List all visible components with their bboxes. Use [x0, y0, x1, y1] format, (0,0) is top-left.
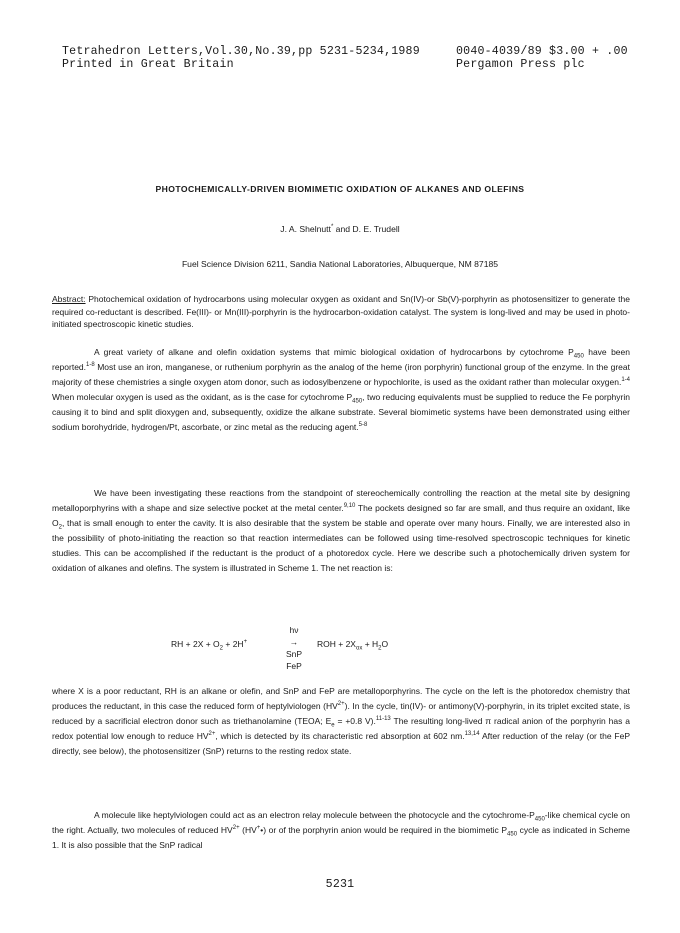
corresponding-mark: *: [330, 224, 334, 231]
text: + H: [362, 639, 379, 649]
text: , that is small enough to enter the cavity. It is also desirable that the system be stable and operate over many hours. Finally, we are interested also in the possibility of photo-initiating the reaction so that reaction intermediates can be followed using time-resolved spectroscopic techniques for kinetic studies. This can be accomplished if the reductant is the product of a photoredox cycle. Here we describe such a photochemically driven system for oxidation of alkanes and olefins. The system is illustrated in Scheme 1. The net reaction is:: [52, 518, 630, 573]
author-2: and D. E. Trudell: [333, 224, 400, 234]
issn-price: [456, 45, 628, 71]
text: cycle as indicated in Scheme 1. It is also possible that the SnP radical: [52, 825, 630, 850]
subscript: ox: [355, 645, 363, 652]
citation: 13,14: [464, 731, 480, 738]
subscript: 450: [534, 816, 545, 823]
text: (HV: [239, 825, 257, 835]
reaction-arrow: →: [289, 637, 299, 647]
citation: 11-13: [375, 716, 391, 723]
text: After reduction of the relay (or the FeP directly, see below), the photosensitizer (SnP) returns to the resting redox state.: [52, 731, 630, 756]
text: Most use an iron, manganese, or ruthenium porphyrin as the analog of the heme (iron porphyrin) functional group of the enzyme. In the great majority of these chemistries a single oxygen atom donor, such as iodosylbenzene or hypochlorite, is used as the oxidant rather than molecular oxygen.: [52, 362, 630, 387]
journal-citation: [62, 45, 420, 71]
text: ROH + 2X: [317, 639, 356, 649]
citation: 1-4: [621, 377, 631, 384]
superscript: 2+: [337, 701, 345, 708]
citation-line: Tetrahedron Letters,Vol.30,No.39,pp 5231-5234,1989: [62, 45, 420, 58]
author-1: J. A. Shelnutt: [280, 224, 331, 234]
superscript: 2+: [208, 731, 216, 738]
publisher-line: Pergamon Press plc: [456, 58, 585, 71]
page-number: 5231: [325, 878, 355, 891]
abstract-label: Abstract:: [52, 294, 86, 304]
text: The pockets designed so far are small, and thus require an oxidant, like O: [52, 503, 630, 528]
paragraph-3: [52, 684, 630, 759]
affiliation: Fuel Science Division 6211, Sandia National Laboratories, Albuquerque, NM 87185: [181, 259, 499, 269]
abstract-text: Photochemical oxidation of hydrocarbons using molecular oxygen as oxidant and Sn(IV)-or Sb(V)-porphyrin as photosensitizer to generate the required co-reductant is described. Fe(III)- or Mn(III)-porphyrin is the hydrocarbon-oxidation catalyst. The system is long-lived and may be used in photo-initiated spectroscopic kinetic studies.: [52, 294, 630, 329]
subscript: 450: [573, 353, 584, 360]
paragraph-4: [52, 808, 630, 853]
superscript: +: [256, 825, 261, 832]
subscript: 2: [219, 645, 224, 652]
text: ). In the cycle, tin(IV)- or antimony(V)-porphyrin, in its triplet excited state, is reduced by a sacrificial electron donor such as triethanolamine (TEOA; E: [52, 701, 630, 726]
paper-title: PHOTOCHEMICALLY-DRIVEN BIOMIMETIC OXIDATION OF ALKANES AND OLEFINS: [155, 184, 525, 194]
subscript: 2: [58, 524, 62, 531]
equation-arrow: [283, 624, 305, 672]
catalyst-2: FeP: [286, 661, 302, 671]
subscript: 2: [378, 645, 382, 652]
net-reaction-equation: [0, 622, 680, 674]
text: •) or of the porphyrin anion would be required in the biomimetic P: [260, 825, 508, 835]
text: , two reducing equivalents must be supplied to reduce the Fe porphyrin causing it to bind and split dioxygen and, subsequently, oxidize the alkane substrate. Several biomimetic systems have been demonstrated using either sodium borohydride, hydrogen/Pt, ascorbate, or zinc metal as the reducing agent.: [52, 392, 630, 432]
printed-line: Printed in Great Britain: [62, 58, 234, 71]
price-line: 0040-4039/89 $3.00 + .00: [456, 45, 628, 58]
citation: 9,10: [343, 503, 356, 510]
text: O: [381, 639, 389, 649]
equation-products: [317, 639, 389, 652]
superscript: 2+: [232, 825, 240, 832]
light-symbol: hν: [289, 625, 299, 635]
paragraph-2: [52, 486, 630, 576]
text: A great variety of alkane and olefin oxidation systems that mimic biological oxidation of hydrocarbons by cytochrome P: [94, 347, 574, 357]
subscript: e: [331, 722, 335, 729]
text: , which is detected by its characteristic red absorption at 602 nm.: [215, 731, 465, 741]
text: + 2H: [223, 639, 244, 649]
subscript: 450: [507, 831, 518, 838]
paragraph-1: [52, 345, 630, 435]
catalyst-1: SnP: [285, 649, 303, 659]
citation: 5-8: [358, 422, 368, 429]
text: The resulting long-lived π radical anion of the porphyrin has a redox potential low enough to reduce HV: [52, 716, 630, 741]
text: We have been investigating these reactions from the standpoint of stereochemically controlling the reaction at the metal site by designing metalloporphyrins with a shape and size selective pocket at the metal center.: [52, 488, 630, 513]
text: where X is a poor reductant, RH is an alkane or olefin, and SnP and FeP are metalloporphyrins. The cycle on the left is the photoredox chemistry that produces the reductant, in this case the reduced form of heptylviologen (HV: [52, 686, 630, 711]
subscript: 450: [352, 398, 363, 405]
equation-reactants: [171, 639, 248, 652]
text: RH + 2X + O: [171, 639, 220, 649]
text: When molecular oxygen is used as the oxidant, as is the case for cytochrome P: [52, 392, 353, 402]
authors: [0, 224, 680, 234]
citation: 1-8: [86, 362, 95, 369]
text: = +0.8 V).: [334, 716, 376, 726]
abstract: [52, 293, 630, 331]
text: A molecule like heptylviologen could act as an electron relay molecule between the photocycle and the cytochrome-P: [94, 810, 535, 820]
superscript: +: [243, 639, 248, 646]
text: have been reported.: [52, 347, 630, 372]
text: -like chemical cycle on the right. Actually, two molecules of reduced HV: [52, 810, 630, 835]
